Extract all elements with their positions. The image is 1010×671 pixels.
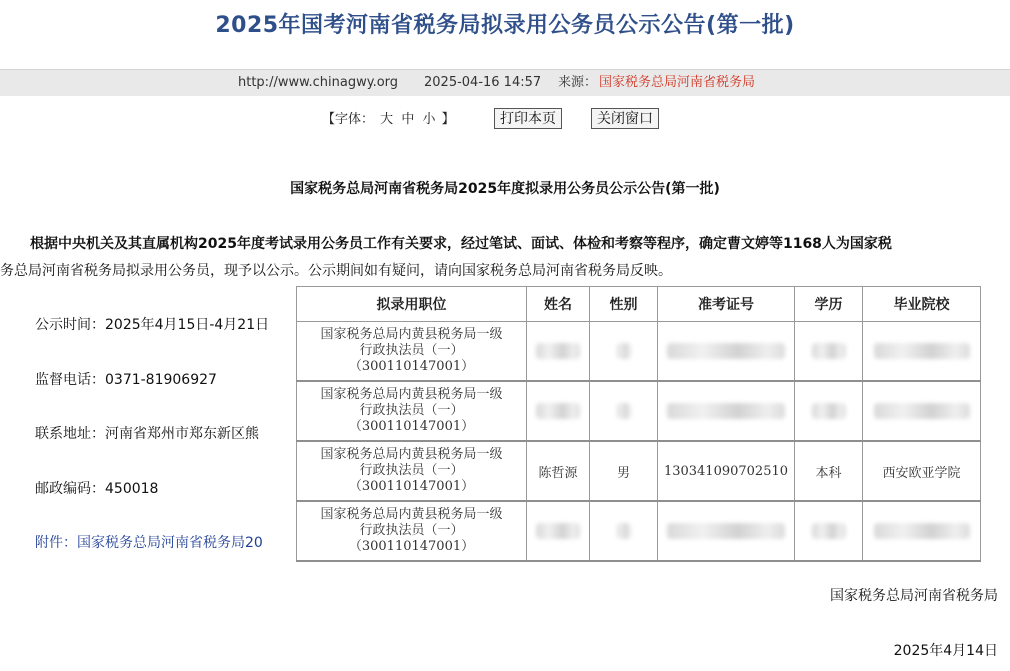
position-code: （300110147001） [348, 479, 475, 494]
gender-cell-redacted [590, 381, 658, 441]
position-line: 国家税务总局内黄县税务局一级 [320, 507, 503, 522]
intro-line-1: 根据中央机关及其直属机构2025年度考试录用公务员工作有关要求，经过笔试、面试、体检和考察等程序，确定曹文婷等1168人为国家税 [30, 236, 892, 252]
header-education: 学历 [795, 287, 863, 322]
supervision-phone: 监督电话：0371-81906927 [35, 372, 217, 388]
candidate-table [296, 286, 981, 562]
redacted-blur [812, 403, 846, 419]
name-cell-redacted [527, 322, 590, 382]
school-cell-redacted [863, 501, 981, 561]
redacted-blur [617, 523, 631, 539]
font-label-close: 】 [441, 112, 455, 127]
font-size-label [322, 108, 455, 127]
toolbar [322, 108, 653, 127]
header-exam-id: 准考证号 [658, 287, 795, 322]
exam-id-cell-redacted [658, 322, 795, 382]
position-line: 行政执法员（一） [359, 463, 464, 478]
position-line: 行政执法员（一） [359, 343, 464, 358]
school-cell: 西安欧亚学院 [863, 441, 981, 501]
name-cell-redacted [527, 501, 590, 561]
position-line: 国家税务总局内黄县税务局一级 [320, 447, 503, 462]
gender-cell-redacted [590, 501, 658, 561]
redacted-blur [536, 343, 580, 359]
page-title: 2025年国考河南省税务局拟录用公务员公示公告(第一批) [215, 13, 795, 38]
issuing-organization: 国家税务总局河南省税务局 [830, 588, 998, 604]
font-size-large-link[interactable]: 大 [380, 112, 394, 127]
redacted-blur [874, 343, 970, 359]
header-position: 拟录用职位 [297, 287, 527, 322]
position-cell [297, 322, 527, 382]
position-line: 国家税务总局内黄县税务局一级 [320, 327, 503, 342]
position-cell [297, 501, 527, 561]
exam-id-cell-redacted [658, 501, 795, 561]
postal-code: 邮政编码：450018 [35, 481, 159, 497]
education-cell-redacted [795, 501, 863, 561]
redacted-blur [667, 403, 785, 419]
position-code: （300110147001） [348, 539, 475, 554]
school-cell-redacted [863, 381, 981, 441]
meta-source-label: 来源： [558, 75, 598, 90]
font-size-medium-link[interactable]: 中 [401, 112, 415, 127]
meta-bar [0, 69, 1010, 96]
attachment-link[interactable]: 附件：国家税务总局河南省税务局20 [35, 535, 263, 551]
redacted-blur [812, 523, 846, 539]
redacted-blur [617, 343, 631, 359]
name-cell: 陈哲源 [527, 441, 590, 501]
meta-datetime: 2025-04-16 14:57 [424, 75, 542, 90]
position-cell [297, 441, 527, 501]
close-window-button[interactable]: 关闭窗口 [591, 108, 659, 129]
header-gender: 性别 [590, 287, 658, 322]
gender-cell: 男 [590, 441, 658, 501]
print-page-button[interactable]: 打印本页 [494, 108, 562, 129]
redacted-blur [617, 403, 631, 419]
font-label-open: 【字体： [322, 112, 375, 127]
header-school: 毕业院校 [863, 287, 981, 322]
position-cell [297, 381, 527, 441]
redacted-blur [536, 523, 580, 539]
redacted-blur [874, 403, 970, 419]
redacted-blur [667, 343, 785, 359]
publicity-period: 公示时间：2025年4月15日-4月21日 [35, 317, 270, 333]
gender-cell-redacted [590, 322, 658, 382]
name-cell-redacted [527, 381, 590, 441]
exam-id-cell-redacted [658, 381, 795, 441]
table-header-row [297, 287, 981, 322]
table-row [297, 501, 981, 561]
redacted-blur [536, 403, 580, 419]
intro-line-2: 务总局河南省税务局拟录用公务员，现予以公示。公示期间如有疑问，请向国家税务总局河南省税务局反映。 [0, 263, 672, 279]
position-line: 国家税务总局内黄县税务局一级 [320, 387, 503, 402]
school-cell-redacted [863, 322, 981, 382]
document-heading: 国家税务总局河南省税务局2025年度拟录用公务员公示公告(第一批) [290, 181, 720, 197]
education-cell-redacted [795, 381, 863, 441]
position-code: （300110147001） [348, 359, 475, 374]
contact-address: 联系地址：河南省郑州市郑东新区熊 [35, 426, 259, 442]
position-line: 行政执法员（一） [359, 403, 464, 418]
redacted-blur [874, 523, 970, 539]
issue-date: 2025年4月14日 [893, 643, 998, 659]
header-name: 姓名 [527, 287, 590, 322]
education-cell-redacted [795, 322, 863, 382]
intro-paragraph [0, 231, 1004, 285]
font-size-small-link[interactable]: 小 [422, 112, 436, 127]
position-line: 行政执法员（一） [359, 523, 464, 538]
redacted-blur [667, 523, 785, 539]
position-code: （300110147001） [348, 419, 475, 434]
table-row [297, 441, 981, 501]
meta-url: http://www.chinagwy.org [238, 75, 399, 90]
meta-source[interactable]: 国家税务总局河南省税务局 [599, 75, 756, 90]
education-cell: 本科 [795, 441, 863, 501]
table-row [297, 381, 981, 441]
redacted-blur [812, 343, 846, 359]
exam-id-cell: 130341090702510 [658, 441, 795, 501]
table-row [297, 322, 981, 382]
